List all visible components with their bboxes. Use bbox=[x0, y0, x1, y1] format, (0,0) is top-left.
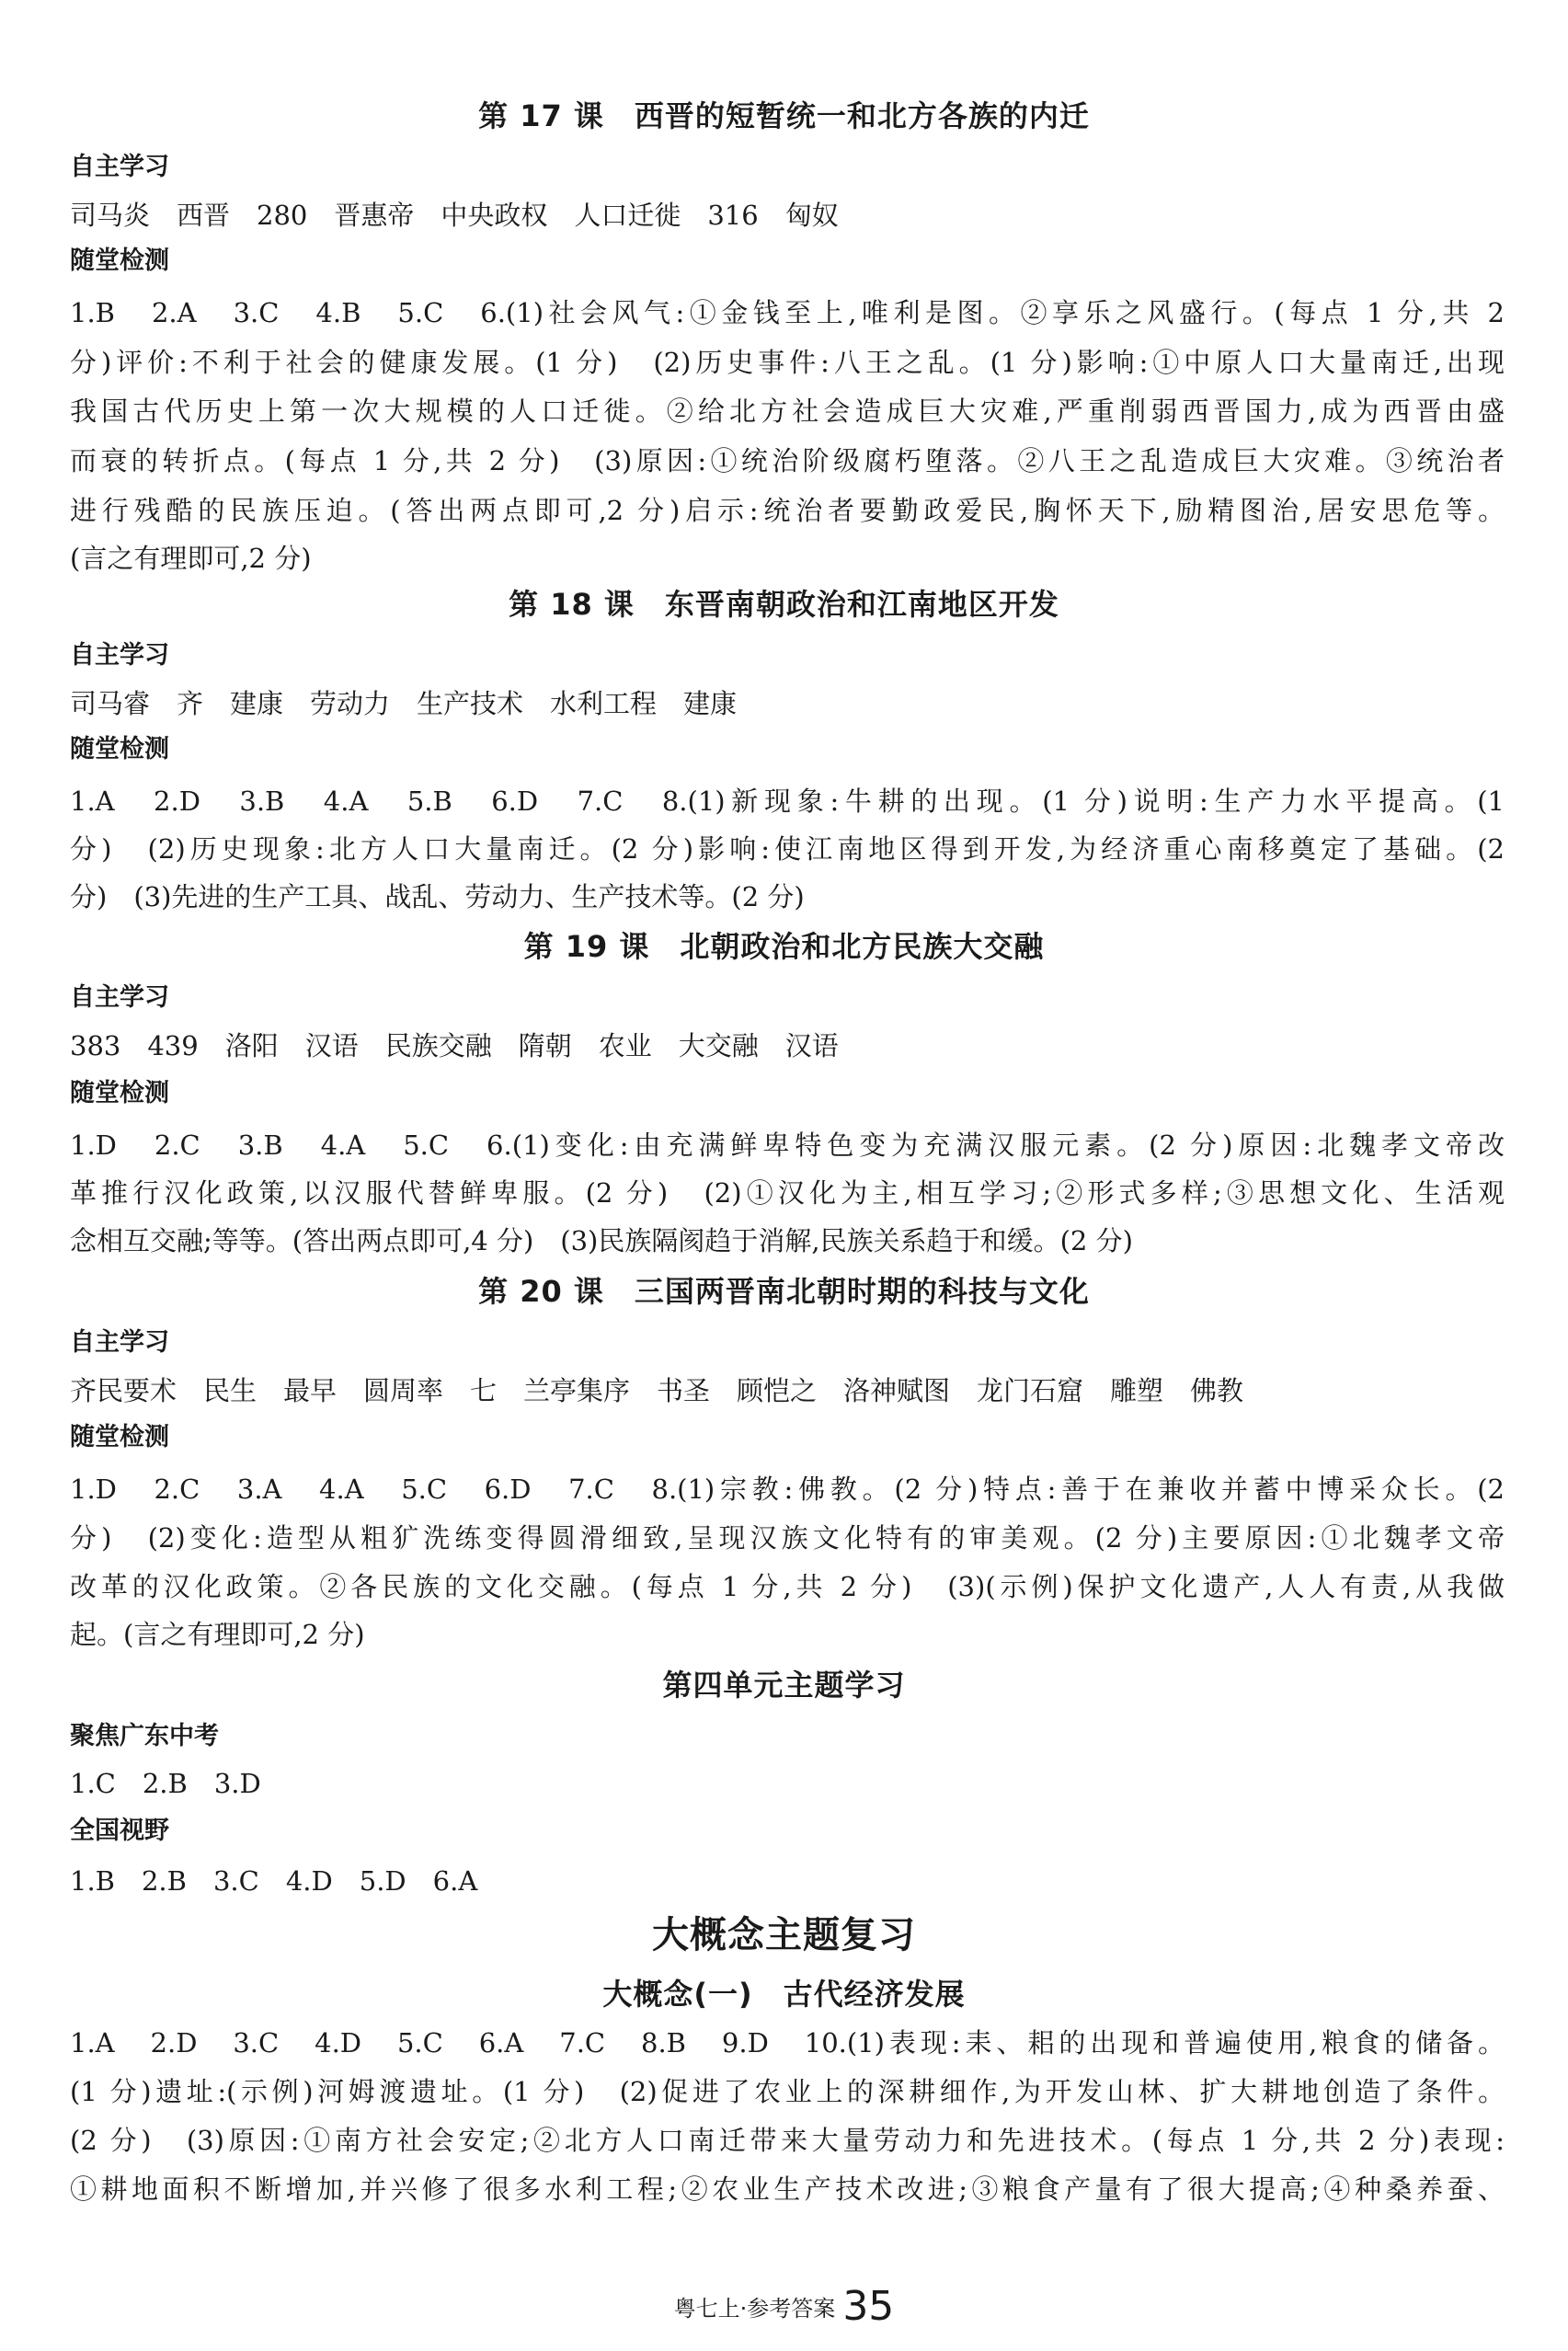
lesson-18-answer-line: 1.A 2.D 3.B 4.A 5.B 6.D 7.C 8.(1)新现象:牛耕的出现。(1 分)说明:生产力水平提高。(1 bbox=[70, 786, 1505, 817]
lesson-19-self-study-answers: 383 439 洛阳 汉语 民族交融 隋朝 农业 大交融 汉语 bbox=[70, 1030, 839, 1061]
lesson-20-self-study-label: 自主学习 bbox=[70, 1328, 169, 1357]
lesson-17-self-study-label: 自主学习 bbox=[70, 153, 169, 181]
lesson-17-answer-line: (言之有理即可,2 分) bbox=[70, 543, 312, 574]
lesson-18-self-study-label: 自主学习 bbox=[70, 641, 169, 670]
review-subtitle: 大概念(一) 古代经济发展 bbox=[602, 1977, 966, 2012]
page-footer bbox=[0, 2283, 1568, 2330]
lesson-17-answer-line: 进行残酷的民族压迫。(答出两点即可,2 分)启示:统治者要勤政爱民,胸怀天下,励精图治,居安思危等。 bbox=[70, 495, 1505, 526]
lesson-20-answer-line: 1.D 2.C 3.A 4.A 5.C 6.D 7.C 8.(1)宗教:佛教。(2 分)特点:善于在兼收并蓄中博采众长。(2 bbox=[70, 1474, 1505, 1505]
unit-4-national-answers: 1.B 2.B 3.C 4.D 5.D 6.A bbox=[70, 1865, 478, 1897]
lesson-17-answer-line: 1.B 2.A 3.C 4.B 5.C 6.(1)社会风气:①金钱至上,唯利是图。②享乐之风盛行。(每点 1 分,共 2 bbox=[70, 297, 1505, 328]
lesson-17-self-study-answers: 司马炎 西晋 280 晋惠帝 中央政权 人口迁徙 316 匈奴 bbox=[70, 200, 839, 231]
unit-4-title: 第四单元主题学习 bbox=[662, 1668, 906, 1703]
lesson-17-title: 第 17 课 西晋的短暂统一和北方各族的内迁 bbox=[478, 98, 1090, 133]
review-answer-line: (2 分) (3)原因:①南方社会安定;②北方人口南迁带来大量劳动力和先进技术。(每点 1 分,共 2 分)表现: bbox=[70, 2125, 1505, 2156]
lesson-19-title: 第 19 课 北朝政治和北方民族大交融 bbox=[523, 929, 1045, 964]
lesson-17-answer-line: 分)评价:不利于社会的健康发展。(1 分) (2)历史事件:八王之乱。(1 分)影响:①中原人口大量南迁,出现 bbox=[70, 347, 1505, 378]
review-answer-line: ①耕地面积不断增加,并兴修了很多水利工程;②农业生产技术改进;③粮食产量有了很大提高;④种桑养蚕、 bbox=[70, 2173, 1505, 2205]
lesson-20-answer-line: 起。(言之有理即可,2 分) bbox=[70, 1619, 365, 1650]
review-title: 大概念主题复习 bbox=[652, 1914, 916, 1956]
lesson-18-title: 第 18 课 东晋南朝政治和江南地区开发 bbox=[509, 587, 1059, 622]
unit-4-focus-label: 聚焦广东中考 bbox=[70, 1722, 219, 1750]
lesson-19-answer-line: 念相互交融;等等。(答出两点即可,4 分) (3)民族隔阂趋于消解,民族关系趋于和缓。(2 分) bbox=[70, 1225, 1133, 1256]
lesson-20-self-study-answers: 齐民要术 民生 最早 圆周率 七 兰亭集序 书圣 顾恺之 洛神赋图 龙门石窟 雕塑 佛教 bbox=[70, 1375, 1244, 1406]
lesson-20-title: 第 20 课 三国两晋南北朝时期的科技与文化 bbox=[478, 1274, 1090, 1309]
lesson-19-answer-line: 革推行汉化政策,以汉服代替鲜卑服。(2 分) (2)①汉化为主,相互学习;②形式多样;③思想文化、生活观 bbox=[70, 1177, 1505, 1209]
lesson-17-answer-line: 而衰的转折点。(每点 1 分,共 2 分) (3)原因:①统治阶级腐朽堕落。②八王之乱造成巨大灾难。③统治者 bbox=[70, 445, 1505, 476]
unit-4-national-label: 全国视野 bbox=[70, 1817, 169, 1845]
review-answer-line: (1 分)遗址:(示例)河姆渡遗址。(1 分) (2)促进了农业上的深耕细作,为开发山林、扩大耕地创造了条件。 bbox=[70, 2076, 1505, 2107]
lesson-20-answer-line: 改革的汉化政策。②各民族的文化交融。(每点 1 分,共 2 分) (3)(示例)保护文化遗产,人人有责,从我做 bbox=[70, 1571, 1505, 1602]
lesson-18-self-study-answers: 司马睿 齐 建康 劳动力 生产技术 水利工程 建康 bbox=[70, 688, 738, 719]
lesson-18-answer-line: 分) (3)先进的生产工具、战乱、劳动力、生产技术等。(2 分) bbox=[70, 881, 805, 912]
page-number: 35 bbox=[842, 2283, 895, 2330]
review-answer-line: 1.A 2.D 3.C 4.D 5.C 6.A 7.C 8.B 9.D 10.(1)表现:耒、耜的出现和普遍使用,粮食的储备。 bbox=[70, 2027, 1505, 2059]
lesson-17-answer-line: 我国古代历史上第一次大规模的人口迁徙。②给北方社会造成巨大灾难,严重削弱西晋国力,成为西晋由盛 bbox=[70, 396, 1505, 427]
unit-4-focus-answers: 1.C 2.B 3.D bbox=[70, 1768, 261, 1799]
lesson-19-answer-line: 1.D 2.C 3.B 4.A 5.C 6.(1)变化:由充满鲜卑特色变为充满汉服元素。(2 分)原因:北魏孝文帝改 bbox=[70, 1130, 1505, 1161]
lesson-17-test-label: 随堂检测 bbox=[70, 247, 169, 275]
lesson-19-self-study-label: 自主学习 bbox=[70, 983, 169, 1012]
lesson-20-test-label: 随堂检测 bbox=[70, 1423, 169, 1451]
footer-label: 粤七上·参考答案 bbox=[673, 2296, 836, 2322]
lesson-18-answer-line: 分) (2)历史现象:北方人口大量南迁。(2 分)影响:使江南地区得到开发,为经济重心南移奠定了基础。(2 bbox=[70, 833, 1505, 865]
lesson-20-answer-line: 分) (2)变化:造型从粗犷洗练变得圆滑细致,呈现汉族文化特有的审美观。(2 分)主要原因:①北魏孝文帝 bbox=[70, 1522, 1505, 1554]
lesson-19-test-label: 随堂检测 bbox=[70, 1079, 169, 1107]
lesson-18-test-label: 随堂检测 bbox=[70, 735, 169, 763]
